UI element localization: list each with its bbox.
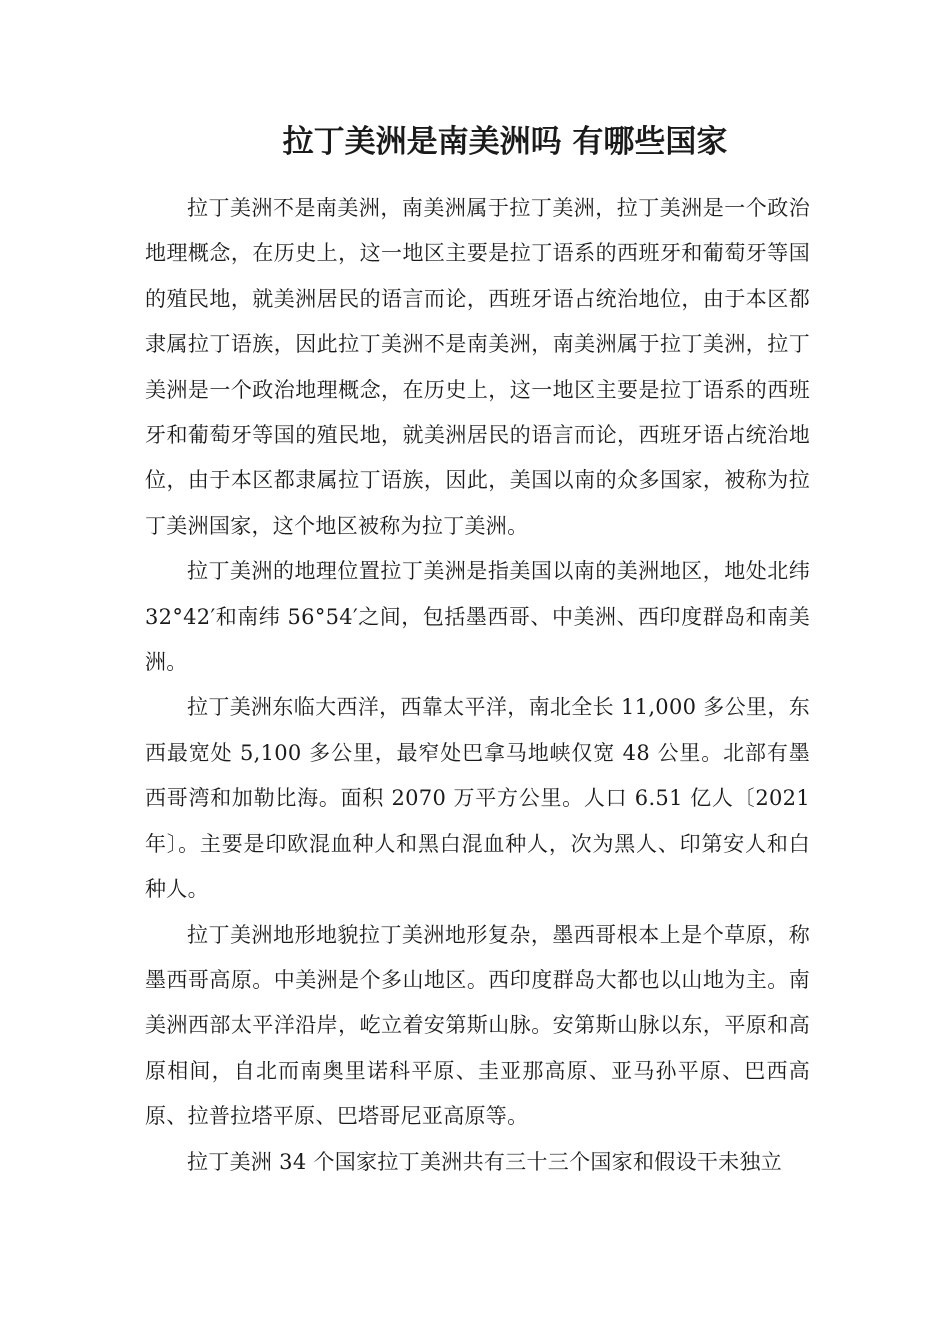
paragraph: 拉丁美洲 34 个国家拉丁美洲共有三十三个国家和假设干未独立	[187, 1149, 783, 1174]
paragraph: 拉丁美洲不是南美洲，南美洲属于拉丁美洲，拉丁美洲是一个政治地理概念，在历史上，这一地区主要是拉丁语系的西班牙和葡萄牙等国的殖民地，就美洲居民的语言而论，西班牙语占统治地位，由于本区都隶属拉丁语族，因此拉丁美洲不是南美洲，南美洲属于拉丁美洲，拉丁美洲是一个政治地理概念，在历史上，这一地区主要是拉丁语系的西班牙和葡萄牙等国的殖民地，就美洲居民的语言而论，西班牙语占统治地位，由于本区都隶属拉丁语族，因此，美国以南的众多国家，被称为拉丁美洲国家，这个地区被称为拉丁美洲。	[145, 196, 810, 538]
document-body	[145, 186, 810, 1185]
document-title: 拉丁美洲是南美洲吗 有哪些国家	[282, 124, 728, 160]
paragraph: 拉丁美洲地形地貌拉丁美洲地形复杂，墨西哥根本上是个草原，称墨西哥高原。中美洲是个多山地区。西印度群岛大都也以山地为主。南美洲西部太平洋沿岸，屹立着安第斯山脉。安第斯山脉以东，平原和高原相间，自北而南奥里诺科平原、圭亚那高原、亚马孙平原、巴西高原、拉普拉塔平原、巴塔哥尼亚高原等。	[145, 922, 810, 1129]
paragraph: 拉丁美洲的地理位置拉丁美洲是指美国以南的美洲地区，地处北纬 32°42′和南纬 56°54′之间，包括墨西哥、中美洲、西印度群岛和南美洲。	[145, 559, 810, 675]
paragraph: 拉丁美洲东临大西洋，西靠太平洋，南北全长 11,000 多公里，东西最宽处 5,100 多公里，最窄处巴拿马地峡仅宽 48 公里。北部有墨西哥湾和加勒比海。面积 2070 万平方公里。人口 6.51 亿人〔2021 年〕。主要是印欧混血种人和黑白混血种人，次为黑人、印第安人和白种人。	[145, 695, 810, 902]
